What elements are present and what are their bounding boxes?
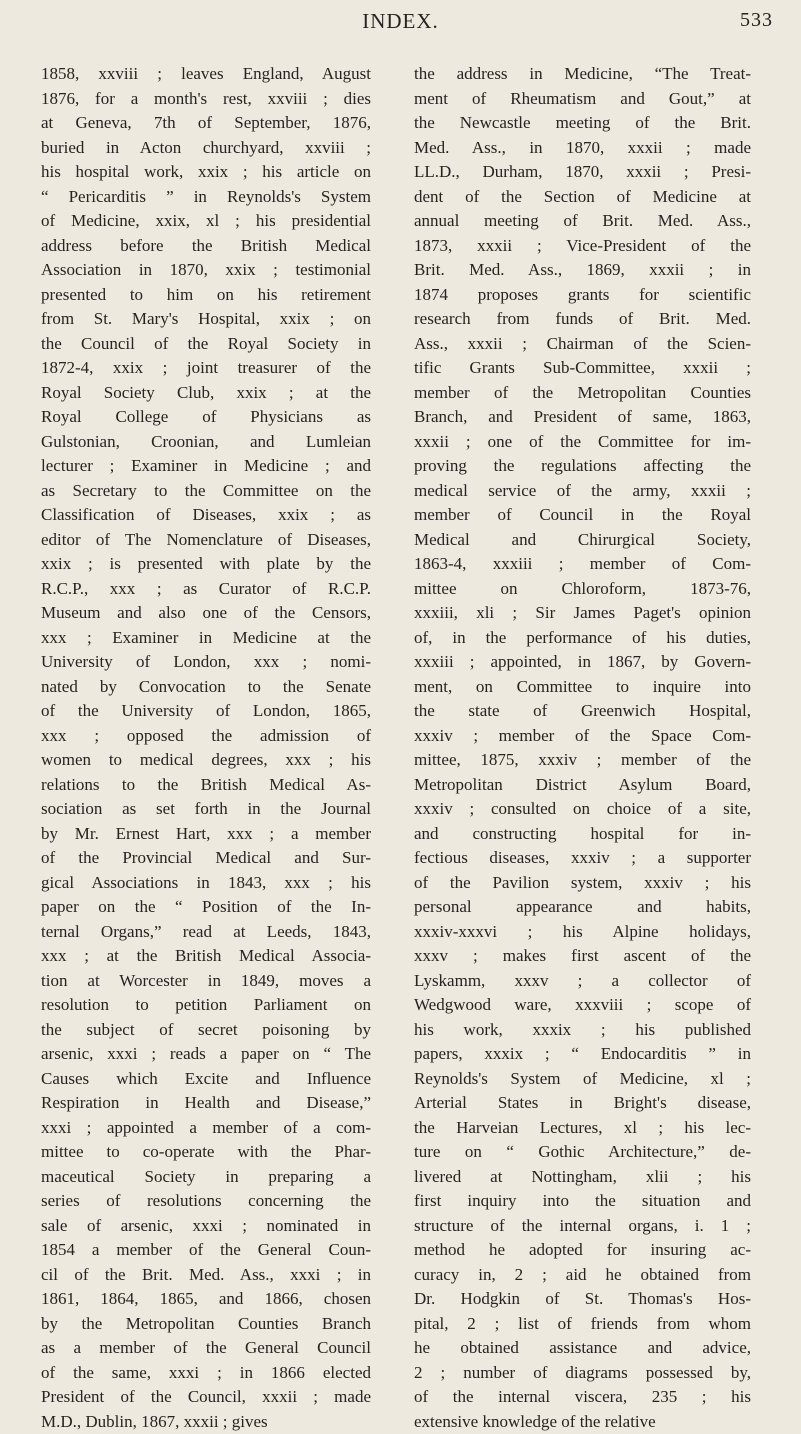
page-title: INDEX. [0,9,801,34]
index-line: nated by Convocation to the Senate [41,675,371,700]
index-line: pital, 2 ; list of friends from whom [414,1312,751,1337]
index-line: Respiration in Health and Disease,” [41,1091,371,1116]
index-line: the Council of the Royal Society in [41,332,371,357]
index-line: personal appearance and habits, [414,895,751,920]
index-line: xxxiv-xxxvi ; his Alpine holidays, [414,920,751,945]
index-line: as Secretary to the Committee on the [41,479,371,504]
index-line: the Newcastle meeting of the Brit. [414,111,751,136]
index-line: arsenic, xxxi ; reads a paper on “ The [41,1042,371,1067]
index-line: of Medicine, xxix, xl ; his presidential [41,209,371,234]
index-line: of the Pavilion system, xxxiv ; his [414,871,751,896]
index-line: of the Provincial Medical and Sur- [41,846,371,871]
index-line: 1858, xxviii ; leaves England, August [41,62,371,87]
index-line: ture on “ Gothic Architecture,” de- [414,1140,751,1165]
index-line: resolution to petition Parliament on [41,993,371,1018]
index-line: Royal Society Club, xxix ; at the [41,381,371,406]
index-line: the subject of secret poisoning by [41,1018,371,1043]
index-line: maceutical Society in preparing a [41,1165,371,1190]
index-line: curacy in, 2 ; aid he obtained from [414,1263,751,1288]
index-line: first inquiry into the situation and [414,1189,751,1214]
index-line: papers, xxxix ; “ Endocarditis ” in [414,1042,751,1067]
index-line: R.C.P., xxx ; as Curator of R.C.P. [41,577,371,602]
index-line: xxxi ; appointed a member of a com- [41,1116,371,1141]
index-line: of the University of London, 1865, [41,699,371,724]
index-line: tific Grants Sub-Committee, xxxii ; [414,356,751,381]
index-line: Med. Ass., in 1870, xxxii ; made [414,136,751,161]
index-line: fectious diseases, xxxiv ; a supporter [414,846,751,871]
index-line: from St. Mary's Hospital, xxix ; on [41,307,371,332]
index-line: xxxii ; one of the Committee for im- [414,430,751,455]
index-line: sale of arsenic, xxxi ; nominated in [41,1214,371,1239]
index-line: xxxiv ; member of the Space Com- [414,724,751,749]
index-line: editor of The Nomenclature of Diseases, [41,528,371,553]
index-line: M.D., Dublin, 1867, xxxii ; gives [41,1410,371,1434]
index-line: Reynolds's System of Medicine, xl ; [414,1067,751,1092]
index-line: his work, xxxix ; his published [414,1018,751,1043]
right-column [414,62,751,1434]
index-line: 1873, xxxii ; Vice-President of the [414,234,751,259]
index-line: at Geneva, 7th of September, 1876, [41,111,371,136]
index-line: lecturer ; Examiner in Medicine ; and [41,454,371,479]
index-line: xxxv ; makes first ascent of the [414,944,751,969]
index-line: Classification of Diseases, xxix ; as [41,503,371,528]
index-line: Branch, and President of same, 1863, [414,405,751,430]
index-line: member of Council in the Royal [414,503,751,528]
index-line: xxix ; is presented with plate by the [41,552,371,577]
index-line: relations to the British Medical As- [41,773,371,798]
index-line: xxx ; Examiner in Medicine at the [41,626,371,651]
index-line: 1872-4, xxix ; joint treasurer of the [41,356,371,381]
index-line: Medical and Chirurgical Society, [414,528,751,553]
index-line: Metropolitan District Asylum Board, [414,773,751,798]
index-line: method he adopted for insuring ac- [414,1238,751,1263]
index-line: of the internal viscera, 235 ; his [414,1385,751,1410]
index-line: research from funds of Brit. Med. [414,307,751,332]
left-column [41,62,371,1434]
index-line: 1861, 1864, 1865, and 1866, chosen [41,1287,371,1312]
index-line: President of the Council, xxxii ; made [41,1385,371,1410]
index-line: gical Associations in 1843, xxx ; his [41,871,371,896]
index-line: xxx ; opposed the admission of [41,724,371,749]
index-line: Arterial States in Bright's disease, [414,1091,751,1116]
index-line: Lyskamm, xxxv ; a collector of [414,969,751,994]
index-line: dent of the Section of Medicine at [414,185,751,210]
index-line: buried in Acton churchyard, xxviii ; [41,136,371,161]
index-line: and constructing hospital for in- [414,822,751,847]
index-line: extensive knowledge of the relative [414,1410,751,1434]
index-line: presented to him on his retirement [41,283,371,308]
index-line: mittee, 1875, xxxiv ; member of the [414,748,751,773]
index-line: member of the Metropolitan Counties [414,381,751,406]
index-line: the Harveian Lectures, xl ; his lec- [414,1116,751,1141]
index-line: medical service of the army, xxxii ; [414,479,751,504]
index-line: by Mr. Ernest Hart, xxx ; a member [41,822,371,847]
index-line: Wedgwood ware, xxxviii ; scope of [414,993,751,1018]
index-line: as a member of the General Council [41,1336,371,1361]
index-line: xxxiv ; consulted on choice of a site, [414,797,751,822]
index-line: the address in Medicine, “The Treat- [414,62,751,87]
index-line: of the same, xxxi ; in 1866 elected [41,1361,371,1386]
index-line: cil of the Brit. Med. Ass., xxxi ; in [41,1263,371,1288]
index-line: xxx ; at the British Medical Associa- [41,944,371,969]
index-line: his hospital work, xxix ; his article on [41,160,371,185]
index-line: ternal Organs,” read at Leeds, 1843, [41,920,371,945]
index-line: he obtained assistance and advice, [414,1336,751,1361]
index-line: Museum and also one of the Censors, [41,601,371,626]
index-line: livered at Nottingham, xlii ; his [414,1165,751,1190]
index-line: Gulstonian, Croonian, and Lumleian [41,430,371,455]
index-line: Association in 1870, xxix ; testimonial [41,258,371,283]
index-line: structure of the internal organs, i. 1 ; [414,1214,751,1239]
index-line: address before the British Medical [41,234,371,259]
index-line: paper on the “ Position of the In- [41,895,371,920]
index-line: proving the regulations affecting the [414,454,751,479]
index-line: women to medical degrees, xxx ; his [41,748,371,773]
index-line: Royal College of Physicians as [41,405,371,430]
page-number: 533 [740,9,773,32]
index-line: tion at Worcester in 1849, moves a [41,969,371,994]
index-line: series of resolutions concerning the [41,1189,371,1214]
index-line: 1876, for a month's rest, xxviii ; dies [41,87,371,112]
index-line: “ Pericarditis ” in Reynolds's System [41,185,371,210]
index-line: sociation as set forth in the Journal [41,797,371,822]
page-header [0,9,801,37]
index-line: 1854 a member of the General Coun- [41,1238,371,1263]
index-line: the state of Greenwich Hospital, [414,699,751,724]
index-line: Ass., xxxii ; Chairman of the Scien- [414,332,751,357]
index-line: by the Metropolitan Counties Branch [41,1312,371,1337]
index-line: 1874 proposes grants for scientific [414,283,751,308]
index-line: 2 ; number of diagrams possessed by, [414,1361,751,1386]
index-line: ment of Rheumatism and Gout,” at [414,87,751,112]
index-line: annual meeting of Brit. Med. Ass., [414,209,751,234]
index-line: ment, on Committee to inquire into [414,675,751,700]
index-line: 1863-4, xxxiii ; member of Com- [414,552,751,577]
index-line: Causes which Excite and Influence [41,1067,371,1092]
index-line: xxxiii ; appointed, in 1867, by Govern- [414,650,751,675]
index-line: LL.D., Durham, 1870, xxxii ; Presi- [414,160,751,185]
index-line: mittee to co-operate with the Phar- [41,1140,371,1165]
index-line: xxxiii, xli ; Sir James Paget's opinion [414,601,751,626]
index-line: Dr. Hodgkin of St. Thomas's Hos- [414,1287,751,1312]
index-line: of, in the performance of his duties, [414,626,751,651]
index-line: University of London, xxx ; nomi- [41,650,371,675]
index-line: Brit. Med. Ass., 1869, xxxii ; in [414,258,751,283]
index-line: mittee on Chloroform, 1873-76, [414,577,751,602]
